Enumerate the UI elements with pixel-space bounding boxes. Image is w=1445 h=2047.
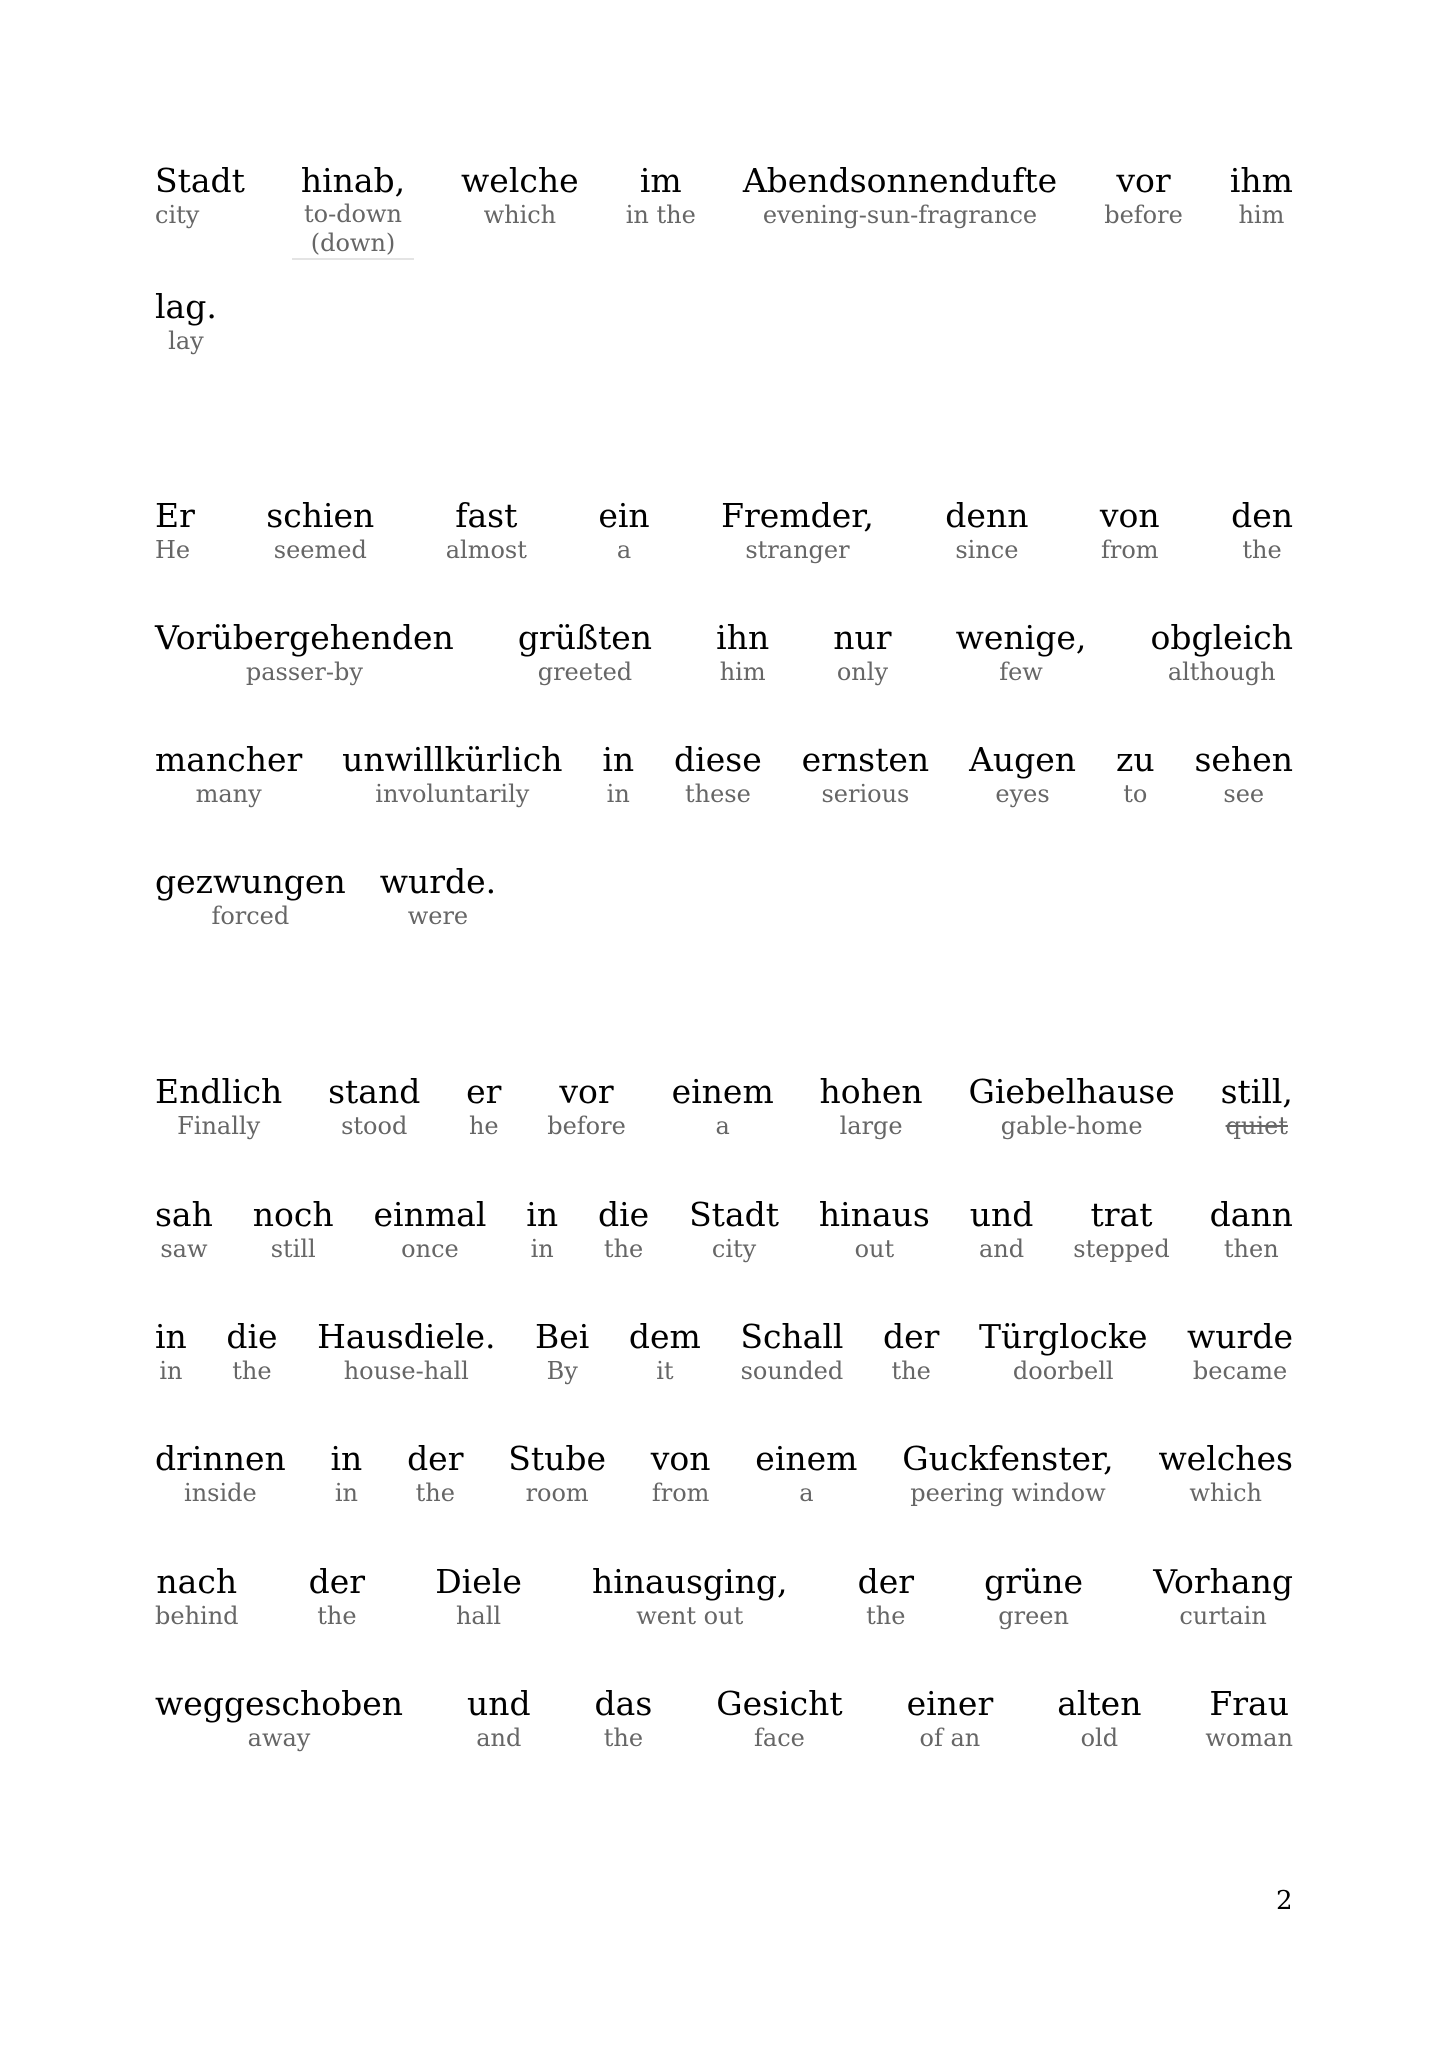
word-pair xyxy=(331,1440,363,1508)
word-pair xyxy=(374,1196,487,1264)
english-gloss: a xyxy=(799,1479,814,1507)
word-pair xyxy=(674,741,762,809)
german-word: denn xyxy=(945,496,1029,535)
english-gloss: the xyxy=(232,1357,272,1385)
english-gloss: room xyxy=(525,1479,589,1507)
english-gloss: lay xyxy=(168,327,204,355)
german-word: das xyxy=(594,1684,653,1723)
page-number: 2 xyxy=(1276,1886,1293,1916)
german-word: still, xyxy=(1220,1072,1293,1111)
german-word: Schall xyxy=(740,1317,844,1356)
german-word: stand xyxy=(328,1072,421,1111)
word-pair xyxy=(651,1440,711,1508)
english-gloss: which xyxy=(483,201,557,229)
german-word: ihm xyxy=(1229,161,1293,200)
german-word: von xyxy=(1099,496,1160,535)
german-word: Bei xyxy=(535,1317,590,1356)
english-gloss: in xyxy=(334,1479,358,1507)
german-word: wurde xyxy=(1187,1317,1293,1356)
word-pair xyxy=(309,1563,365,1631)
german-word: zu xyxy=(1115,740,1155,779)
german-word: Endlich xyxy=(155,1072,283,1111)
german-word: Abendsonnendufte xyxy=(742,161,1058,200)
german-word: trat xyxy=(1090,1195,1153,1234)
word-pair xyxy=(155,1318,187,1386)
word-pair xyxy=(518,619,652,687)
word-pair xyxy=(155,1440,286,1508)
word-pair xyxy=(802,741,930,809)
german-word: Fremder, xyxy=(721,496,874,535)
german-word: hinausging, xyxy=(591,1562,788,1601)
english-gloss: hall xyxy=(455,1602,502,1630)
english-gloss: still xyxy=(270,1235,316,1263)
english-gloss: of an xyxy=(919,1724,981,1752)
german-word: und xyxy=(969,1195,1034,1234)
interlinear-line xyxy=(155,1073,1293,1141)
word-pair xyxy=(407,1440,463,1508)
word-pair xyxy=(467,1685,531,1753)
word-pair xyxy=(226,1318,277,1386)
english-gloss: him xyxy=(719,658,766,686)
english-gloss: peering window xyxy=(910,1479,1106,1507)
word-pair xyxy=(956,619,1087,687)
english-gloss: then xyxy=(1223,1235,1279,1263)
english-gloss: He xyxy=(155,536,191,564)
word-pair xyxy=(155,619,454,687)
english-gloss: curtain xyxy=(1179,1602,1267,1630)
english-gloss: Finally xyxy=(177,1112,261,1140)
german-word: Augen xyxy=(969,740,1077,779)
english-gloss: greeted xyxy=(537,658,633,686)
word-pair xyxy=(446,497,527,565)
word-pair xyxy=(155,1563,239,1631)
word-pair xyxy=(155,1073,282,1141)
interlinear-line xyxy=(155,1685,1293,1753)
german-word: einmal xyxy=(373,1195,487,1234)
german-word: Guckfenster, xyxy=(902,1439,1114,1478)
german-word: welches xyxy=(1158,1439,1293,1478)
english-gloss: involuntarily xyxy=(375,780,530,808)
english-gloss: the xyxy=(891,1357,931,1385)
german-word: obgleich xyxy=(1150,618,1293,657)
interlinear-line xyxy=(155,288,1293,356)
german-word: Hausdiele. xyxy=(317,1317,496,1356)
english-gloss: a xyxy=(715,1112,730,1140)
german-word: nach xyxy=(156,1562,238,1601)
word-pair xyxy=(155,288,217,356)
german-word: die xyxy=(226,1317,278,1356)
word-pair xyxy=(1100,497,1160,565)
german-word: von xyxy=(650,1439,711,1478)
english-gloss: see xyxy=(1223,780,1265,808)
german-word: vor xyxy=(1116,161,1171,200)
german-word: Stube xyxy=(508,1439,607,1478)
word-pair xyxy=(155,1685,403,1753)
word-pair xyxy=(380,863,496,931)
german-word: Er xyxy=(155,496,195,535)
english-gloss: sounded xyxy=(740,1357,844,1385)
word-pair xyxy=(1073,1196,1169,1264)
german-word: einer xyxy=(906,1684,994,1723)
word-pair xyxy=(155,741,302,809)
word-pair xyxy=(1230,162,1293,230)
interlinear-line xyxy=(155,1318,1293,1386)
word-pair xyxy=(1158,1440,1293,1508)
interlinear-line xyxy=(155,1196,1293,1264)
english-gloss: before xyxy=(1104,201,1183,229)
german-word: dann xyxy=(1209,1195,1293,1234)
word-pair xyxy=(1231,497,1293,565)
word-pair xyxy=(984,1563,1083,1631)
german-word: der xyxy=(308,1562,366,1601)
word-pair xyxy=(292,162,414,260)
word-pair xyxy=(1194,741,1293,809)
german-word: Giebelhause xyxy=(968,1072,1175,1111)
word-pair xyxy=(629,1318,701,1386)
word-pair xyxy=(598,497,649,565)
german-word: grüne xyxy=(984,1562,1084,1601)
word-pair xyxy=(858,1563,914,1631)
word-pair xyxy=(1210,1196,1293,1264)
english-gloss: the xyxy=(603,1724,644,1752)
german-word: einem xyxy=(671,1072,774,1111)
english-gloss: woman xyxy=(1205,1724,1293,1752)
word-pair xyxy=(598,1196,649,1264)
word-pair xyxy=(592,1563,787,1631)
english-gloss: face xyxy=(754,1724,805,1752)
german-word: Diele xyxy=(435,1562,522,1601)
english-gloss: and xyxy=(476,1724,522,1752)
word-pair xyxy=(907,1685,994,1753)
german-word: unwillkürlich xyxy=(342,740,563,779)
german-word: noch xyxy=(252,1195,334,1234)
english-gloss-struck: quiet xyxy=(1225,1112,1288,1140)
english-gloss: although xyxy=(1167,658,1276,686)
german-word: in xyxy=(526,1195,559,1234)
word-pair xyxy=(833,619,891,687)
english-gloss: only xyxy=(836,658,888,686)
english-gloss-multiline xyxy=(292,200,414,260)
word-pair xyxy=(1221,1073,1293,1141)
english-gloss: in the xyxy=(625,201,696,229)
word-pair xyxy=(1116,741,1155,809)
english-gloss: the xyxy=(317,1602,357,1630)
german-word: mancher xyxy=(155,740,303,779)
german-word: schien xyxy=(266,496,375,535)
interlinear-line xyxy=(155,162,1293,260)
interlinear-line xyxy=(155,619,1293,687)
german-word: wenige, xyxy=(955,618,1087,657)
english-gloss: evening-sun-fragrance xyxy=(762,201,1038,229)
english-gloss: almost xyxy=(445,536,527,564)
english-gloss: went out xyxy=(636,1602,744,1630)
german-word: hohen xyxy=(819,1072,923,1111)
word-pair xyxy=(819,1196,930,1264)
word-pair xyxy=(535,1318,589,1386)
german-word: und xyxy=(466,1684,531,1723)
word-pair xyxy=(435,1563,522,1631)
german-word: nur xyxy=(833,618,892,657)
interlinear-line xyxy=(155,1563,1293,1631)
english-gloss: since xyxy=(955,536,1019,564)
english-gloss: few xyxy=(999,658,1043,686)
word-pair xyxy=(970,1196,1034,1264)
english-gloss: the xyxy=(603,1235,644,1263)
german-word: vor xyxy=(559,1072,614,1111)
word-pair xyxy=(755,1440,857,1508)
german-word: in xyxy=(602,740,635,779)
word-pair xyxy=(716,619,769,687)
word-pair xyxy=(820,1073,923,1141)
german-word: diese xyxy=(674,740,762,779)
english-gloss: city xyxy=(155,201,200,229)
word-pair xyxy=(740,1318,843,1386)
german-word: die xyxy=(597,1195,650,1234)
english-gloss: serious xyxy=(821,780,910,808)
english-gloss: house-hall xyxy=(343,1357,469,1385)
english-gloss: gable-home xyxy=(1000,1112,1143,1140)
word-pair xyxy=(721,497,874,565)
word-pair xyxy=(945,497,1028,565)
word-pair xyxy=(602,741,634,809)
word-pair xyxy=(1153,1563,1293,1631)
german-word: der xyxy=(882,1317,940,1356)
english-gloss: the xyxy=(415,1479,455,1507)
german-word: der xyxy=(407,1439,464,1478)
word-pair xyxy=(1150,619,1293,687)
english-gloss: away xyxy=(247,1724,311,1752)
german-word: Türglocke xyxy=(978,1317,1148,1356)
word-pair xyxy=(1057,1685,1141,1753)
word-pair xyxy=(526,1196,558,1264)
english-gloss: it xyxy=(656,1357,674,1385)
german-word: welche xyxy=(461,161,579,200)
german-word: ernsten xyxy=(801,740,930,779)
english-gloss: the xyxy=(1242,536,1282,564)
word-pair xyxy=(716,1685,842,1753)
word-pair xyxy=(317,1318,495,1386)
word-pair xyxy=(328,1073,420,1141)
english-gloss: became xyxy=(1192,1357,1288,1385)
english-gloss: once xyxy=(401,1235,459,1263)
german-word: in xyxy=(330,1439,363,1478)
word-pair xyxy=(1104,162,1183,230)
word-pair xyxy=(253,1196,334,1264)
english-gloss: saw xyxy=(160,1235,208,1263)
word-pair xyxy=(342,741,562,809)
word-pair xyxy=(626,162,696,230)
english-gloss: before xyxy=(547,1112,626,1140)
word-pair xyxy=(595,1685,653,1753)
english-gloss: forced xyxy=(211,902,290,930)
english-gloss: to xyxy=(1123,780,1148,808)
word-pair xyxy=(547,1073,626,1141)
word-pair xyxy=(689,1196,779,1264)
word-pair xyxy=(672,1073,774,1141)
german-word: Vorübergehenden xyxy=(155,618,454,657)
german-word: weggeschoben xyxy=(155,1684,403,1723)
english-gloss: large xyxy=(839,1112,903,1140)
german-word: im xyxy=(639,161,682,200)
english-gloss: from xyxy=(651,1479,710,1507)
english-gloss: many xyxy=(195,780,262,808)
word-pair xyxy=(155,162,245,230)
english-gloss: out xyxy=(854,1235,895,1263)
german-word: Gesicht xyxy=(716,1684,843,1723)
english-gloss: these xyxy=(684,780,751,808)
word-pair xyxy=(155,863,346,931)
english-gloss: seemed xyxy=(273,536,367,564)
english-gloss: which xyxy=(1189,1479,1262,1507)
word-pair xyxy=(1205,1685,1293,1753)
word-pair xyxy=(461,162,579,230)
english-gloss: old xyxy=(1080,1724,1119,1752)
english-gloss: were xyxy=(407,902,469,930)
english-gloss: stranger xyxy=(745,536,850,564)
word-pair xyxy=(743,162,1057,230)
german-word: lag. xyxy=(155,287,217,326)
german-word: in xyxy=(155,1317,187,1356)
english-gloss: and xyxy=(978,1235,1025,1263)
german-word: hinaus xyxy=(818,1195,930,1234)
word-pair xyxy=(508,1440,606,1508)
english-gloss: from xyxy=(1100,536,1159,564)
german-word: gezwungen xyxy=(155,862,346,901)
word-pair xyxy=(883,1318,939,1386)
german-word: einem xyxy=(755,1439,858,1478)
german-word: der xyxy=(857,1562,915,1601)
english-gloss: inside xyxy=(184,1479,257,1507)
english-gloss: the xyxy=(866,1602,906,1630)
word-pair xyxy=(1187,1318,1293,1386)
english-gloss: city xyxy=(711,1235,757,1263)
english-gloss: behind xyxy=(155,1602,239,1630)
english-gloss: he xyxy=(468,1112,499,1140)
german-word: hinab, xyxy=(300,161,406,200)
interlinear-line xyxy=(155,497,1293,565)
english-gloss-alt: (down) xyxy=(310,229,396,257)
german-word: Vorhang xyxy=(1153,1562,1293,1601)
english-gloss: passer-by xyxy=(245,658,363,686)
word-pair xyxy=(902,1440,1113,1508)
word-pair xyxy=(466,1073,501,1141)
word-pair xyxy=(969,741,1076,809)
english-gloss: in xyxy=(159,1357,183,1385)
german-word: sah xyxy=(155,1195,213,1234)
german-word: Stadt xyxy=(155,161,245,200)
german-word: wurde. xyxy=(379,862,497,901)
english-gloss: in xyxy=(606,780,630,808)
german-word: den xyxy=(1231,496,1293,535)
german-word: ihn xyxy=(716,618,770,657)
interlinear-line xyxy=(155,1440,1293,1508)
german-word: Frau xyxy=(1209,1684,1289,1723)
english-gloss: him xyxy=(1238,201,1285,229)
english-gloss: eyes xyxy=(995,780,1050,808)
english-gloss: stepped xyxy=(1073,1235,1170,1263)
german-word: dem xyxy=(628,1317,701,1356)
german-word: sehen xyxy=(1194,740,1293,779)
german-word: drinnen xyxy=(155,1439,286,1478)
german-word: ein xyxy=(598,496,650,535)
english-gloss: doorbell xyxy=(1012,1357,1114,1385)
english-gloss: By xyxy=(546,1357,578,1385)
english-gloss: a xyxy=(616,536,632,564)
word-pair xyxy=(266,497,374,565)
word-pair xyxy=(155,1196,213,1264)
german-word: fast xyxy=(455,496,518,535)
interlinear-line xyxy=(155,741,1293,809)
english-gloss: in xyxy=(530,1235,554,1263)
english-gloss: to-down xyxy=(303,200,402,228)
german-word: alten xyxy=(1057,1684,1142,1723)
word-pair xyxy=(979,1318,1148,1386)
german-word: Stadt xyxy=(689,1195,780,1234)
interlinear-line xyxy=(155,863,1293,931)
word-pair xyxy=(968,1073,1174,1141)
word-pair xyxy=(155,497,195,565)
german-word: er xyxy=(466,1072,502,1111)
german-word: grüßten xyxy=(517,618,653,657)
english-gloss: green xyxy=(998,1602,1069,1630)
english-gloss: stood xyxy=(341,1112,408,1140)
